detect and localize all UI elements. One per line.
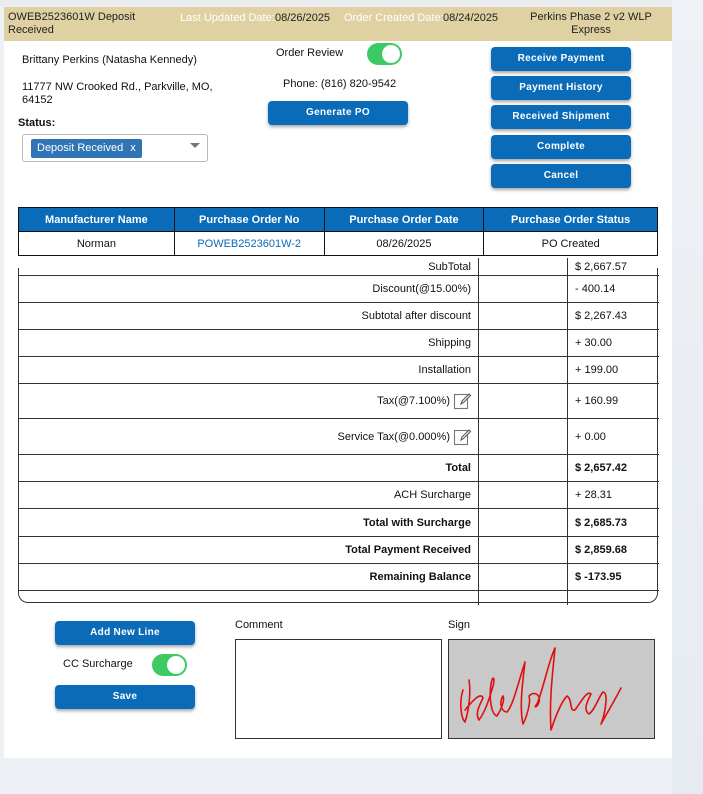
col-purchase-order-no: Purchase Order No: [174, 208, 324, 232]
comment-textarea[interactable]: [235, 639, 442, 739]
comment-label: Comment: [235, 619, 283, 631]
cc-surcharge-toggle[interactable]: [152, 654, 187, 676]
totals-table[interactable]: [18, 260, 658, 603]
total-value: $ 2,657.42: [575, 462, 627, 474]
order-review-toggle[interactable]: [367, 43, 402, 65]
edit-icon[interactable]: [453, 392, 471, 410]
totals-row-service-tax: [19, 419, 659, 455]
tax-label: Tax(@7.100%): [377, 395, 450, 407]
order-header: [4, 7, 672, 41]
status-select[interactable]: [22, 134, 208, 162]
totals-row-installation: [19, 357, 659, 384]
totals-row-discount: [19, 276, 659, 303]
payment-history-button[interactable]: Payment History: [491, 76, 631, 100]
last-updated-value: 08/26/2025: [275, 12, 331, 24]
service-tax-label: Service Tax(@0.000%): [337, 430, 450, 443]
purchase-order-table: [18, 207, 658, 256]
total-payment-received-label: Total Payment Received: [19, 537, 479, 563]
sign-label: Sign: [448, 619, 471, 631]
totals-row-subtotal: [19, 258, 659, 276]
installation-label: Installation: [19, 357, 479, 383]
po-table-header-row: [19, 208, 658, 232]
save-button[interactable]: Save: [55, 685, 195, 709]
totals-row-subtotal-after-discount: [19, 303, 659, 330]
subtotal-after-discount-value: $ 2,267.43: [575, 310, 627, 322]
generate-po-button[interactable]: Generate PO: [268, 101, 408, 125]
col-purchase-order-status: Purchase Order Status: [484, 208, 658, 232]
order-created-label: Order Created Date:: [344, 12, 444, 24]
totals-row-ach-surcharge: [19, 482, 659, 509]
table-row: [19, 232, 658, 256]
status-chip-label: Deposit Received: [37, 142, 124, 154]
total-with-surcharge-label: Total with Surcharge: [19, 509, 479, 536]
order-created-value: 08/24/2025: [443, 12, 499, 24]
receive-payment-button[interactable]: Receive Payment: [491, 47, 631, 71]
cancel-button[interactable]: Cancel: [491, 164, 631, 188]
totals-row-total-payment-received: [19, 537, 659, 564]
shipping-value: + 30.00: [575, 337, 613, 349]
remaining-balance-value: $ -173.95: [575, 571, 622, 583]
tax-label-cell: [19, 384, 479, 418]
complete-button[interactable]: Complete: [491, 135, 631, 159]
tax-value: + 160.99: [575, 395, 619, 407]
subtotal-label: SubTotal: [19, 258, 479, 275]
service-tax-value: + 0.00: [575, 430, 606, 443]
service-tax-label-cell: [19, 419, 479, 454]
signature-drawing: [449, 640, 654, 738]
totals-row-shipping: [19, 330, 659, 357]
project-name: Perkins Phase 2 v2 WLP Express: [530, 11, 652, 36]
status-label: Status:: [18, 117, 56, 129]
totals-row-tax: [19, 384, 659, 419]
total-payment-received-value: $ 2,859.68: [575, 544, 627, 556]
subtotal-value: $ 2,667.57: [575, 260, 627, 273]
order-review-label: Order Review: [276, 47, 344, 59]
totals-row-total: [19, 455, 659, 482]
top-edge: [0, 0, 703, 6]
add-new-line-button[interactable]: Add New Line: [55, 621, 195, 645]
customer-phone: Phone: (816) 820-9542: [283, 78, 397, 90]
totals-row-remaining-balance: [19, 564, 659, 591]
discount-value: - 400.14: [575, 283, 616, 295]
right-scroll-gutter: [672, 0, 703, 794]
discount-label: Discount(@15.00%): [19, 276, 479, 302]
ach-surcharge-label: ACH Surcharge: [19, 482, 479, 508]
remaining-balance-label: Remaining Balance: [19, 564, 479, 590]
po-number-cell: [174, 232, 324, 256]
totals-row-total-with-surcharge: [19, 509, 659, 537]
po-date-cell: 08/26/2025: [324, 232, 484, 256]
last-updated-label: Last Updated Date:: [180, 12, 275, 24]
installation-value: + 199.00: [575, 364, 619, 376]
order-id-status: OWEB2523601W Deposit Received: [8, 11, 136, 36]
total-label: Total: [19, 455, 479, 481]
signature-pad[interactable]: [448, 639, 655, 739]
subtotal-after-discount-label: Subtotal after discount: [19, 303, 479, 329]
status-chip: [31, 139, 142, 158]
shipping-label: Shipping: [19, 330, 479, 356]
total-with-surcharge-value: $ 2,685.73: [575, 516, 627, 529]
po-status-cell: PO Created: [484, 232, 658, 256]
customer-address: 11777 NW Crooked Rd., Parkville, MO, 64152: [22, 81, 213, 106]
toggle-knob: [382, 45, 400, 63]
customer-name: Brittany Perkins (Natasha Kennedy): [22, 54, 197, 66]
totals-row-spacer: [19, 591, 659, 605]
manufacturer-cell: Norman: [19, 232, 175, 256]
chevron-down-icon[interactable]: [190, 143, 200, 148]
toggle-knob: [167, 656, 185, 674]
received-shipment-button[interactable]: Received Shipment: [491, 105, 631, 129]
cc-surcharge-label: CC Surcharge: [63, 658, 133, 670]
ach-surcharge-value: + 28.31: [575, 489, 613, 501]
status-chip-remove[interactable]: x: [130, 142, 136, 154]
edit-icon[interactable]: [453, 428, 471, 446]
col-purchase-order-date: Purchase Order Date: [324, 208, 484, 232]
po-number-link[interactable]: POWEB2523601W-2: [197, 237, 302, 250]
col-manufacturer-name: Manufacturer Name: [19, 208, 175, 232]
